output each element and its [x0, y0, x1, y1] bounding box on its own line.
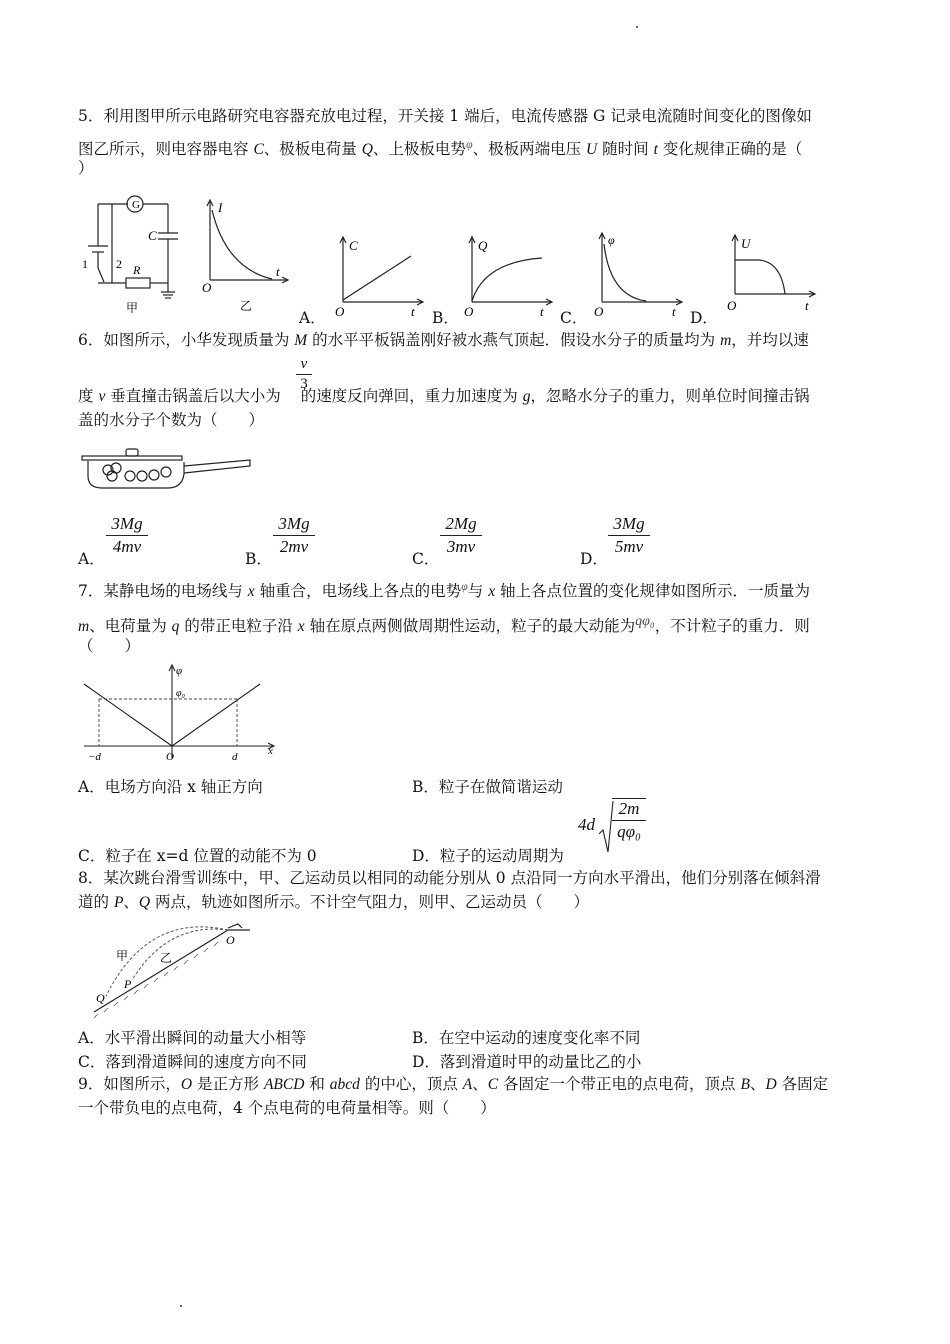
q7-option-c[interactable]: C．粒子在 x=d 位置的动能不为 0: [78, 847, 317, 865]
q5-option-b[interactable]: B．: [432, 309, 459, 327]
graph-a-ylabel: C: [349, 238, 358, 253]
q5-graph-d: [725, 232, 820, 318]
axis-t-label: t: [276, 264, 280, 279]
fig-jia-caption: 甲: [126, 301, 139, 315]
axis-O-label: O: [594, 304, 604, 318]
q6-option-c-fraction: 2Mg 3mv: [440, 514, 482, 557]
q8-option-b[interactable]: B．在空中运动的速度变化率不同: [412, 1029, 641, 1047]
q7-line3: （ ）: [78, 637, 141, 655]
q6-option-d[interactable]: D．: [580, 550, 608, 568]
graph-b-ylabel: Q: [478, 238, 488, 253]
q7-option-a[interactable]: A．电场方向沿 x 轴正方向: [78, 778, 263, 796]
q6-line2: 度 v 垂直撞击锅盖后以大小为 的速度反向弹回，重力加速度为 g，忽略水分子的重力，则单位时间撞击锅: [78, 387, 810, 405]
circuit-R-label: R: [133, 263, 141, 277]
q8-option-c[interactable]: C．落到滑道瞬间的速度方向不同: [78, 1053, 307, 1071]
graph-I-label: I: [218, 200, 223, 215]
q6-option-b-fraction: 3Mg 2mv: [273, 514, 315, 557]
q8-point-O: O: [226, 933, 235, 947]
axis-t-label: t: [805, 298, 809, 313]
q5-line3: ）: [78, 159, 94, 177]
q6-line1: 6．如图所示，小华发现质量为 M 的水平平板锅盖刚好被水燕气顶起．假设水分子的质量均为 m，并均以速: [78, 331, 809, 349]
q5-graph-yi: [200, 196, 295, 314]
q7-graph-neg-d-label: −d: [88, 751, 101, 763]
axis-O-label: O: [727, 298, 737, 313]
q6-pot-figure: [80, 446, 255, 494]
circuit-C-label: C: [148, 228, 157, 243]
fig-yi-caption: 乙: [240, 299, 253, 313]
q5-line2: 图乙所示，则电容器电容 C、极板电荷量 Q、上极板电势$^\varphi$、极板两端电压 U 随时间 t 变化规律正确的是（: [78, 137, 803, 159]
q6-velocity-fraction: v 3: [296, 356, 312, 393]
axis-O-label: O: [202, 280, 212, 295]
axis-O-label: O: [464, 304, 474, 318]
q6-option-b[interactable]: B．: [245, 550, 272, 568]
q5-graph-c: [592, 230, 687, 318]
q5-line1: 5．利用图甲所示电路研究电容器充放电过程，开关接 1 端后，电流传感器 G 记录电流随时间变化的图像如: [78, 107, 812, 125]
graph-c-ylabel: φ: [608, 233, 615, 247]
q8-ski-figure: [88, 918, 258, 1020]
circuit-1-label: 1: [82, 257, 88, 271]
q6-option-c[interactable]: C．: [412, 550, 440, 568]
q8-label-jia: 甲: [116, 949, 129, 963]
q5-graph-b: [462, 234, 557, 318]
q5-option-c[interactable]: C．: [560, 309, 588, 327]
q7-line2: m、电荷量为 q 的带正电粒子沿 x 轴在原点两侧做周期性运动，粒子的最大动能为$^{q\varphi_0}$，不计粒子的重力．则: [78, 614, 810, 636]
q6-line3: 盖的水分子个数为（ ）: [78, 411, 265, 429]
q8-option-a[interactable]: A．水平滑出瞬间的动量大小相等: [78, 1029, 307, 1047]
q7-potential-graph: [80, 660, 280, 768]
axis-t-label: t: [411, 304, 415, 318]
q8-label-yi: 乙: [160, 951, 173, 965]
axis-t-label: t: [672, 304, 676, 318]
q6-option-a[interactable]: A．: [78, 550, 105, 568]
q8-line2: 道的 P、Q 两点，轨迹如图所示。不计空气阻力，则甲、乙运动员（ ）: [78, 893, 590, 911]
q7-option-d-fraction: 2m qφ₀: [612, 798, 646, 842]
q8-line1: 8．某次跳台滑雪训练中，甲、乙运动员以相同的动能分别从 0 点沿同一方向水平滑出，他们分别落在倾斜滑: [78, 869, 821, 887]
scan-speck: [180, 1305, 182, 1307]
q9-line1: 9．如图所示，O 是正方形 ABCD 和 abcd 的中心，顶点 A、C 各固定一个带正电的点电荷，顶点 B、D 各固定: [78, 1075, 829, 1093]
q7-graph-phi-label: φ: [176, 665, 183, 677]
circuit-2-label: 2: [116, 257, 122, 271]
q7-option-d[interactable]: D．粒子的运动周期为: [412, 847, 564, 865]
q7-graph-x-label: x: [268, 745, 273, 757]
q5-circuit-figure: [78, 188, 188, 318]
q6-option-d-fraction: 3Mg 5mv: [608, 514, 650, 557]
q7-option-d-coef: 4d: [578, 815, 595, 834]
q6-option-a-fraction: 3Mg 4mv: [106, 514, 148, 557]
circuit-G-label: G: [132, 199, 140, 211]
q8-option-d[interactable]: D．落到滑道时甲的动量比乙的小: [412, 1053, 642, 1071]
q5-graph-a: [333, 234, 428, 318]
q7-line1: 7．某静电场的电场线与 x 轴重合，电场线上各点的电势$^\varphi$与 x 轴上各点位置的变化规律如图所示．一质量为: [78, 579, 811, 601]
graph-d-ylabel: U: [741, 236, 751, 251]
q7-option-b[interactable]: B．粒子在做简谐运动: [412, 778, 563, 796]
q7-graph-phi0-label: φ₀: [176, 688, 186, 699]
axis-t-label: t: [540, 304, 544, 318]
axis-O-label: O: [335, 304, 345, 318]
q7-graph-d-label: d: [232, 751, 238, 763]
q5-option-a[interactable]: A．: [299, 309, 326, 327]
q7-graph-origin-label: O: [166, 751, 174, 763]
q5-option-d[interactable]: D．: [690, 309, 718, 327]
scan-speck: [636, 26, 638, 28]
q9-line2: 一个带负电的点电荷，4 个点电荷的电荷量相等。则（ ）: [78, 1099, 496, 1117]
q8-point-Q: Q: [96, 991, 105, 1005]
q8-point-P: P: [124, 977, 132, 991]
